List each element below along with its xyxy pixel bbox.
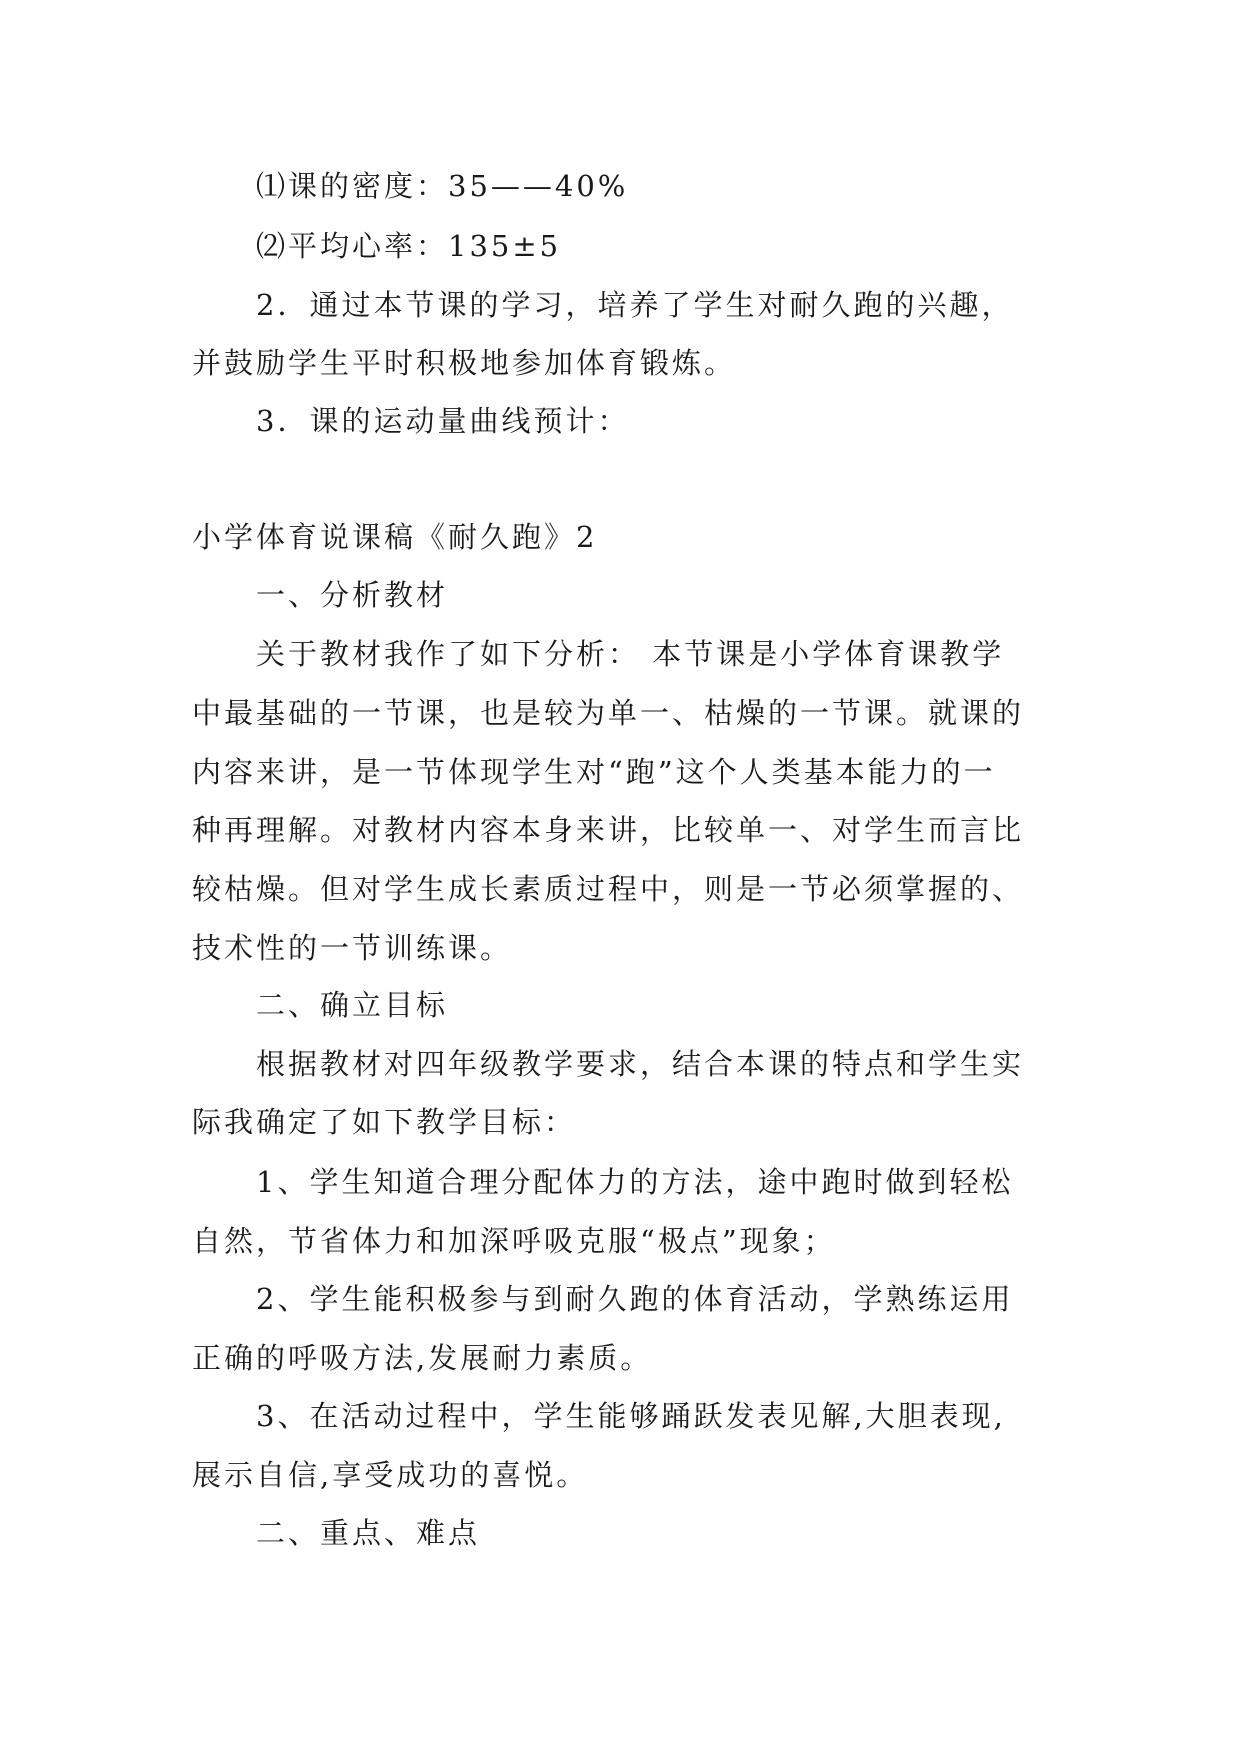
heading-analyze-materials: 一、分析教材 (256, 578, 449, 612)
analysis-line-2: 中最基础的一节课，也是较为单一、枯燥的一节课。就课的 (192, 696, 1025, 730)
goals-intro-line-1: 根据教材对四年级教学要求，结合本课的特点和学生实 (256, 1047, 1025, 1081)
heart-rate-line: ⑵平均心率：135±5 (256, 229, 562, 263)
heading-key-points: 二、重点、难点 (256, 1516, 481, 1550)
analysis-line-5: 较枯燥。但对学生成长素质过程中，则是一节必须掌握的、 (192, 872, 1025, 906)
paragraph-3-line: 3．课的运动量曲线预计： (256, 404, 630, 438)
section-title: 小学体育说课稿《耐久跑》2 (192, 520, 598, 554)
goal-3-line-1: 3、在活动过程中，学生能够踊跃发表见解,大胆表现, (256, 1399, 1006, 1433)
goal-2-line-1: 2、学生能积极参与到耐久跑的体育活动，学熟练运用 (256, 1282, 1014, 1316)
paragraph-2-line-1: 2．通过本节课的学习，培养了学生对耐久跑的兴趣， (256, 288, 1014, 322)
goals-intro-line-2: 际我确定了如下教学目标： (192, 1105, 577, 1139)
density-line: ⑴课的密度：35——40% (256, 169, 629, 203)
analysis-line-4: 种再理解。对教材内容本身来讲，比较单一、对学生而言比 (192, 813, 1025, 847)
analysis-line-3: 内容来讲，是一节体现学生对“跑”这个人类基本能力的一 (192, 755, 996, 789)
analysis-line-1: 关于教材我作了如下分析： 本节课是小学体育课教学 (256, 637, 1005, 671)
heading-set-goals: 二、确立目标 (256, 988, 449, 1022)
goal-1-line-2: 自然，节省体力和加深呼吸克服“极点”现象； (192, 1224, 836, 1258)
paragraph-2-line-2: 并鼓励学生平时积极地参加体育锻炼。 (192, 346, 737, 380)
analysis-line-6: 技术性的一节训练课。 (192, 931, 513, 965)
goal-3-line-2: 展示自信,享受成功的喜悦。 (192, 1458, 589, 1492)
goal-2-line-2: 正确的呼吸方法,发展耐力素质。 (192, 1341, 653, 1375)
goal-1-line-1: 1、学生知道合理分配体力的方法，途中跑时做到轻松 (256, 1165, 1014, 1199)
